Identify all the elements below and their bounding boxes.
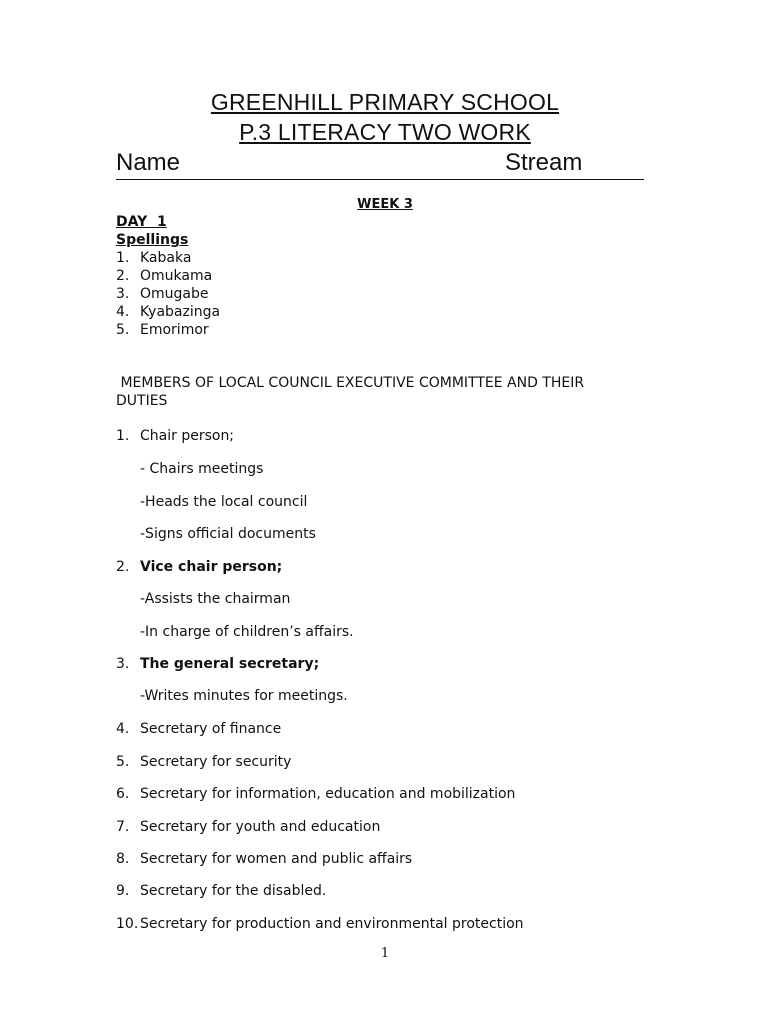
list-number: 10.: [116, 916, 139, 932]
member-title: Secretary of finance: [140, 721, 282, 737]
list-number: 9.: [116, 883, 130, 899]
name-stream-line: [116, 149, 644, 180]
member-duty: -Writes minutes for meetings.: [140, 688, 348, 704]
list-number: 2.: [116, 268, 130, 284]
spellings-heading: Spellings: [116, 232, 189, 248]
spelling-word: Kabaka: [140, 250, 192, 266]
spelling-word: Kyabazinga: [140, 304, 221, 320]
spelling-word: Omukama: [140, 268, 213, 284]
school-title: GREENHILL PRIMARY SCHOOL: [210, 89, 560, 115]
list-number: 5.: [116, 754, 130, 770]
list-number: 5.: [116, 322, 130, 338]
member-duty: -Assists the chairman: [140, 591, 291, 607]
member-duty: - Chairs meetings: [140, 461, 264, 477]
member-title: Secretary for production and environmental protection: [140, 916, 524, 932]
member-title: Secretary for security: [140, 754, 292, 770]
member-title: Secretary for youth and education: [140, 819, 381, 835]
list-number: 6.: [116, 786, 130, 802]
list-number: 4.: [116, 304, 130, 320]
stream-label: Stream: [505, 149, 583, 176]
section-heading: MEMBERS OF LOCAL COUNCIL EXECUTIVE COMMITTEE AND THEIR DUTIES: [116, 375, 589, 409]
list-number: 3.: [116, 656, 130, 672]
name-label: Name: [116, 149, 181, 176]
list-number: 1.: [116, 250, 130, 266]
list-number: 1.: [116, 428, 130, 444]
member-title: Chair person;: [140, 428, 235, 444]
spelling-word: Omugabe: [140, 286, 209, 302]
list-number: 2.: [116, 559, 130, 575]
member-duty: -In charge of children’s affairs.: [140, 624, 354, 640]
list-number: 4.: [116, 721, 130, 737]
member-duty: -Signs official documents: [140, 526, 316, 542]
list-number: 3.: [116, 286, 130, 302]
member-title: Secretary for information, education and mobilization: [140, 786, 516, 802]
subject-title: P.3 LITERACY TWO WORK: [239, 119, 531, 145]
member-duty: -Heads the local council: [140, 494, 308, 510]
week-label: WEEK 3: [357, 197, 413, 212]
spelling-word: Emorimor: [140, 322, 209, 338]
member-title: Secretary for the disabled.: [140, 883, 327, 899]
member-title: Vice chair person;: [140, 559, 283, 575]
day-label: DAY 1: [116, 214, 167, 230]
list-number: 7.: [116, 819, 130, 835]
list-number: 8.: [116, 851, 130, 867]
member-title: Secretary for women and public affairs: [140, 851, 413, 867]
member-title: The general secretary;: [140, 656, 320, 672]
page-number: 1: [380, 946, 390, 961]
